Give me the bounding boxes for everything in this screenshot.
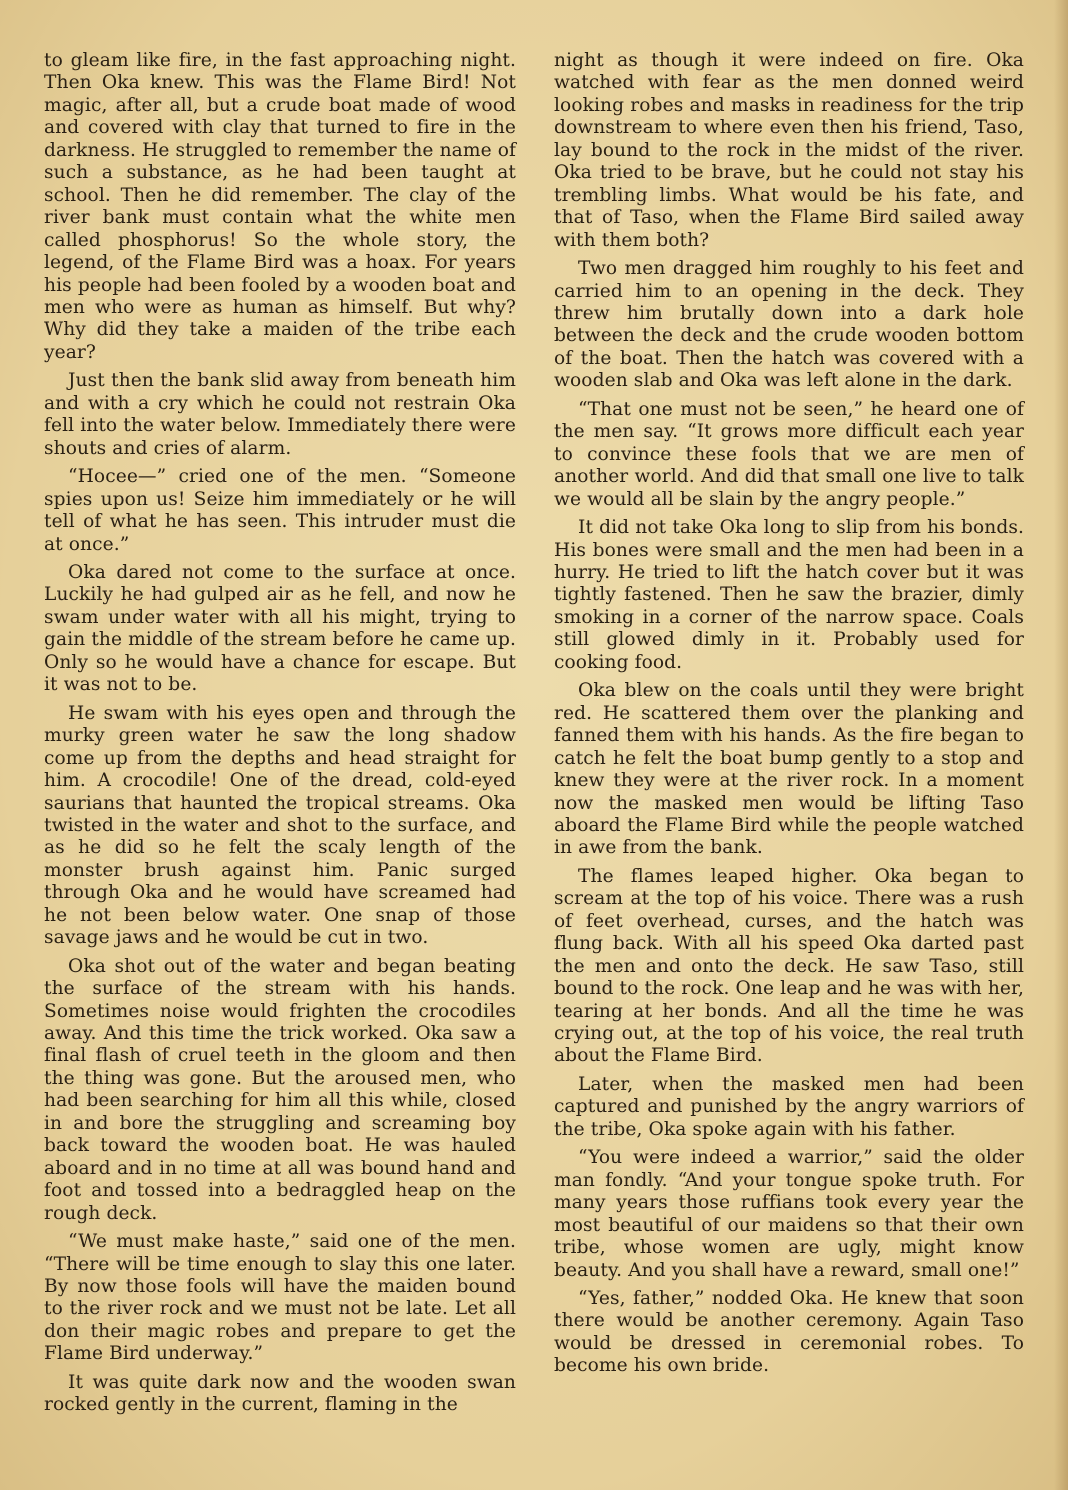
- paragraph: It was quite dark now and the wooden swan rocked gently in the current, flaming in the: [44, 1371, 516, 1416]
- paragraph: “We must make haste,” said one of the men. “There will be time enough to slay this one later. By now those fools will have the maiden bound to the river rock and we must not be late. Let all don their magic robes and prepare to get the Flame Bird underway.”: [44, 1231, 516, 1365]
- paragraph: Two men dragged him roughly to his feet and carried him to an opening in the deck. They threw him brutally down into a dark hole between the deck and the crude wooden bottom of the boat. Then the hatch was covered with a wooden slab and Oka was left alone in the dark.: [554, 258, 1024, 392]
- paragraph: Oka dared not come to the surface at once. Luckily he had gulped air as he fell, and now he swam under water with all his might, trying to gain the middle of the stream before he came up. Only so he would have a chance for escape. But it was not to be.: [44, 561, 516, 696]
- paragraph: night as though it were indeed on fire. Oka watched with fear as the men donned weird looking robes and masks in readiness for the trip downstream to where even then his friend, Taso, lay bound to the rock in the midst of the river. Oka tried to be brave, but he could not stay his trembling limbs. What would be his fate, and that of Taso, when the Flame Bird sailed away with them both?: [554, 50, 1024, 251]
- paragraph: to gleam like fire, in the fast approaching night. Then Oka knew. This was the Flame Bird! Not magic, after all, but a crude boat made of wood and covered with clay that turned to fire in the darkness. He struggled to remember the name of such a substance, as he had been taught at school. Then he did remember. The clay of the river bank must contain what the white men called phosphorus! So the whole story, the legend, of the Flame Bird was a hoax. For years his people had been fooled by a wooden boat and men who were as human as himself. But why? Why did they take a maiden of the tribe each year?: [44, 50, 516, 363]
- page-edge-shadow: [1054, 0, 1068, 1490]
- paragraph: Just then the bank slid away from beneath him and with a cry which he could not restrain Oka fell into the water below. Immediately there were shouts and cries of alarm.: [44, 370, 516, 459]
- paragraph: Later, when the masked men had been captured and punished by the angry warriors of the tribe, Oka spoke again with his father.: [554, 1073, 1024, 1140]
- paragraph: He swam with his eyes open and through the murky green water he saw the long shadow come up from the depths and head straight for him. A crocodile! One of the dread, cold-eyed saurians that haunted the tropical streams. Oka twisted in the water and shot to the surface, and as he did so he felt the scaly length of the monster brush against him. Panic surged through Oka and he would have screamed had he not been below water. One snap of those savage jaws and he would be cut in two.: [44, 702, 516, 949]
- paragraph: Oka shot out of the water and began beating the surface of the stream with his hands. Sometimes noise would frighten the crocodiles away. And this time the trick worked. Oka saw a final flash of cruel teeth in the gloom and then the thing was gone. But the aroused men, who had been searching for him all this while, closed in and bore the struggling and screaming boy back toward the wooden boat. He was hauled aboard and in no time at all was bound hand and foot and tossed into a bedraggled heap on the rough deck.: [44, 955, 516, 1224]
- right-column: [554, 50, 1024, 1384]
- left-column: [44, 50, 516, 1423]
- paragraph: Oka blew on the coals until they were bright red. He scattered them over the planking and fanned them with his hands. As the fire began to catch he felt the boat bump gently to a stop and knew they were at the river rock. In a moment now the masked men would be lifting Taso aboard the Flame Bird while the people watched in awe from the bank.: [554, 680, 1024, 859]
- paragraph: It did not take Oka long to slip from his bonds. His bones were small and the men had been in a hurry. He tried to lift the hatch cover but it was tightly fastened. Then he saw the brazier, dimly smoking in a corner of the narrow space. Coals still glowed dimly in it. Probably used for cooking food.: [554, 517, 1024, 673]
- paragraph: “That one must not be seen,” he heard one of the men say. “It grows more difficult each year to convince these fools that we are men of another world. And did that small one live to talk we would all be slain by the angry people.”: [554, 398, 1024, 510]
- paragraph: “You were indeed a warrior,” said the older man fondly. “And your tongue spoke truth. For many years those ruffians took every year the most beautiful of our maidens so that their own tribe, whose women are ugly, might know beauty. And you shall have a reward, small one!”: [554, 1147, 1024, 1281]
- paragraph: The flames leaped higher. Oka began to scream at the top of his voice. There was a rush of feet overhead, curses, and the hatch was flung back. With all his speed Oka darted past the men and onto the deck. He saw Taso, still bound to the rock. One leap and he was with her, tearing at her bonds. And all the time he was crying out, at the top of his voice, the real truth about the Flame Bird.: [554, 865, 1024, 1067]
- paragraph: “Hocee—” cried one of the men. “Someone spies upon us! Seize him immediately or he will tell of what he has seen. This intruder must die at once.”: [44, 466, 516, 555]
- paragraph: “Yes, father,” nodded Oka. He knew that soon there would be another ceremony. Again Taso would be dressed in ceremonial robes. To become his own bride.: [554, 1288, 1024, 1377]
